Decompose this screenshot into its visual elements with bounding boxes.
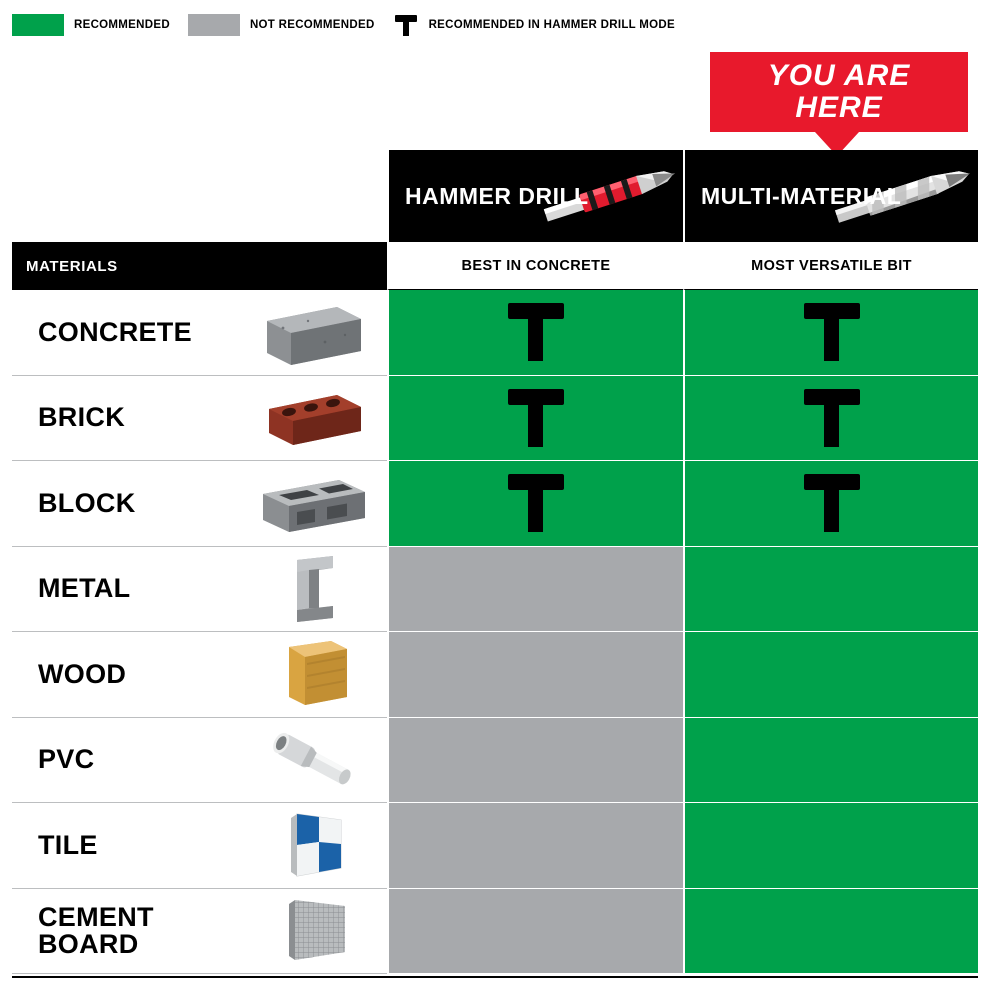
status-cell-hammer-drill (387, 547, 683, 633)
material-cell-pvc (12, 718, 387, 804)
legend (12, 8, 693, 42)
wood-block-icon (253, 635, 373, 713)
concrete-block-icon (253, 293, 373, 371)
material-cell-brick (12, 376, 387, 462)
tile-icon (253, 806, 373, 884)
compatibility-table (12, 150, 978, 976)
cement-board-icon (253, 892, 373, 970)
legend-item-recommended (12, 14, 170, 36)
hammer-mode-t-icon (804, 472, 860, 534)
you-are-here-callout (710, 52, 968, 132)
material-label: CONCRETE (38, 316, 192, 347)
table-header-row (12, 150, 978, 242)
status-cell-multi-material (683, 632, 978, 718)
table-row (12, 547, 978, 633)
header-spacer (12, 150, 387, 242)
hammer-mode-t-icon (508, 387, 564, 449)
legend-label-recommended: RECOMMENDED (74, 19, 170, 31)
callout-line-1: YOU ARE (767, 59, 911, 92)
subheader-label-hammer-drill: BEST IN CONCRETE (461, 257, 611, 274)
table-row (12, 889, 978, 975)
material-label: WOOD (38, 658, 127, 689)
material-label: CEMENT BOARD (38, 901, 154, 959)
hammer-mode-t-icon (804, 387, 860, 449)
table-bottom-rule (12, 976, 978, 978)
table-row (12, 376, 978, 462)
material-cell-cement-board (12, 889, 387, 975)
gray-swatch-icon (188, 14, 240, 36)
legend-item-not-recommended (188, 14, 375, 36)
status-cell-multi-material (683, 803, 978, 889)
table-row (12, 803, 978, 889)
table-row (12, 718, 978, 804)
subheader-hammer-drill (387, 242, 683, 290)
legend-item-hammer-mode (393, 12, 675, 38)
hammer-mode-t-icon (508, 301, 564, 363)
material-cell-concrete (12, 290, 387, 376)
green-swatch-icon (12, 14, 64, 36)
material-cell-block (12, 461, 387, 547)
status-cell-hammer-drill (387, 376, 683, 462)
material-label: METAL (38, 573, 131, 604)
subheader-multi-material (683, 242, 978, 290)
column-title-multi-material: MULTI-MATERIAL (701, 183, 902, 209)
material-cell-metal (12, 547, 387, 633)
status-cell-hammer-drill (387, 461, 683, 547)
material-label: BRICK (38, 402, 125, 433)
material-label: TILE (38, 829, 98, 860)
column-title-hammer-drill: HAMMER DRILL (405, 183, 589, 209)
status-cell-multi-material (683, 461, 978, 547)
column-header-hammer-drill (387, 150, 683, 242)
table-subheader-row (12, 242, 978, 290)
hammer-mode-t-icon (804, 301, 860, 363)
status-cell-multi-material (683, 718, 978, 804)
material-cell-tile (12, 803, 387, 889)
cinder-block-icon (253, 464, 373, 542)
table-row (12, 461, 978, 547)
callout-line-2: HERE (795, 91, 883, 124)
status-cell-multi-material (683, 290, 978, 376)
subheader-label-multi-material: MOST VERSATILE BIT (751, 257, 912, 274)
status-cell-multi-material (683, 376, 978, 462)
status-cell-hammer-drill (387, 718, 683, 804)
status-cell-multi-material (683, 889, 978, 975)
t-bit-icon (393, 12, 419, 38)
table-row (12, 632, 978, 718)
hammer-mode-t-icon (508, 472, 564, 534)
brick-icon (253, 379, 373, 457)
status-cell-hammer-drill (387, 290, 683, 376)
materials-header-label: MATERIALS (26, 257, 118, 275)
material-label: BLOCK (38, 487, 136, 518)
legend-label-not-recommended: NOT RECOMMENDED (249, 19, 375, 31)
legend-label-hammer-mode: RECOMMENDED IN HAMMER DRILL MODE (428, 19, 675, 31)
column-header-multi-material (683, 150, 978, 242)
material-label: PVC (38, 744, 95, 775)
materials-header-cell (12, 242, 387, 290)
status-cell-multi-material (683, 547, 978, 633)
status-cell-hammer-drill (387, 889, 683, 975)
status-cell-hammer-drill (387, 803, 683, 889)
steel-beam-icon (253, 550, 373, 628)
pvc-pipe-icon (253, 721, 373, 799)
material-cell-wood (12, 632, 387, 718)
status-cell-hammer-drill (387, 632, 683, 718)
table-row (12, 290, 978, 376)
